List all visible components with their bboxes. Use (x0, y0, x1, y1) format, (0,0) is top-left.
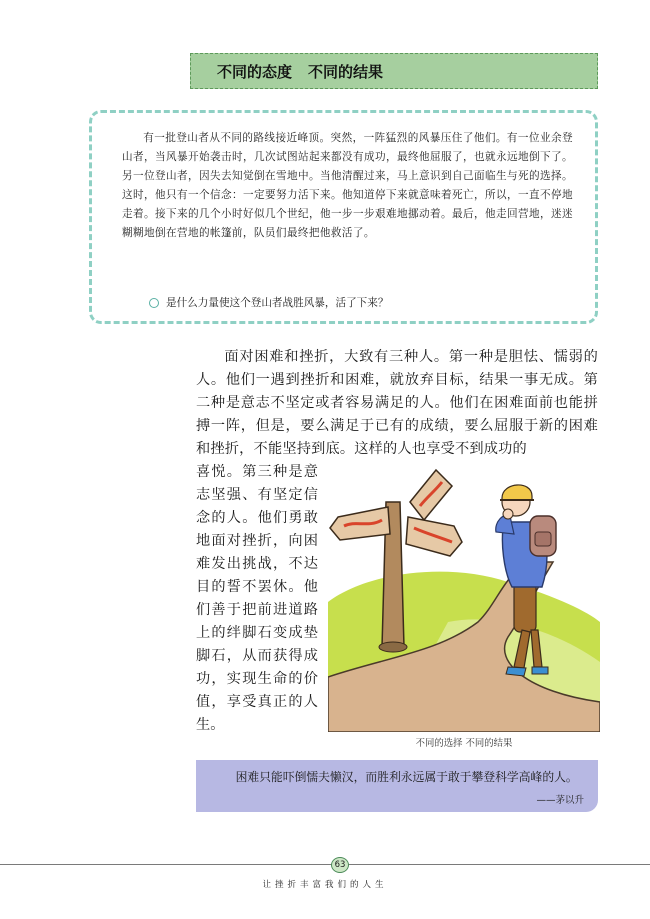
story-text: 有一批登山者从不同的路线接近峰顶。突然，一阵猛烈的风暴压住了他们。有一位业余登山者，当风暴开始袭击时，几次试图站起来都没有成功，最终他屈服了，也就永远地倒下了。另一位登山者，因失去知觉倒在雪地中。当他清醒过来，马上意识到自己面临生与死的选择。这时，他只有一个信念：一定要努力活下来。他知道停下来就意味着死亡，所以，一直不停地走着。接下来的几个小时好似几个世纪，他一步一步艰难地挪动着。最后，他走回营地，迷迷糊糊地倒在营地的帐篷前，队员们最终把他救活了。 (122, 132, 573, 239)
quote-text: 困难只能吓倒懦夫懒汉，而胜利永远属于敢于攀登科学高峰的人。 (235, 770, 578, 784)
circle-bullet-icon (149, 298, 159, 308)
body-paragraph (196, 346, 598, 461)
story-box (89, 110, 598, 324)
body-paragraph-wide: 面对困难和挫折，大致有三种人。第一种是胆怯、懦弱的人。他们一遇到挫折和困难，就放弃目标，结果一事无成。第二种是意志不坚定或者容易满足的人。他们在困难面前也能拼搏一阵，但是，要么满足于已有的成绩，要么屈服于新的困难和挫折，不能坚持到底。这样的人也享受不到成功的 (196, 349, 598, 457)
quote-author: ——茅以升 (536, 795, 584, 806)
signpost-base (379, 642, 407, 652)
body-paragraph-narrow: 喜悦。第三种是意志坚强、有坚定信念的人。他们勇敢地面对挫折，向困难发出挑战，不达目的誓不罢休。他们善于把前进道路上的绊脚石变成垫脚石，从而获得成功，实现生命的价值，享受真正的人生。 (196, 464, 318, 733)
section-title-part1: 不同的态度 (217, 62, 293, 81)
story-question-text: 是什么力量使这个登山者战胜风暴，活了下来？ (166, 297, 389, 309)
figure-caption: 不同的选择 不同的结果 (415, 738, 513, 749)
section-title-bar (190, 53, 598, 89)
running-head: 让挫折丰富我们的人生 (262, 880, 388, 890)
footer-divider (0, 864, 650, 865)
hat (502, 485, 532, 500)
section-title-part2: 不同的结果 (308, 62, 384, 81)
page-number: 63 (331, 857, 349, 873)
story-question (149, 295, 388, 310)
quote-box (196, 760, 598, 812)
crossroads-illustration (328, 462, 600, 732)
